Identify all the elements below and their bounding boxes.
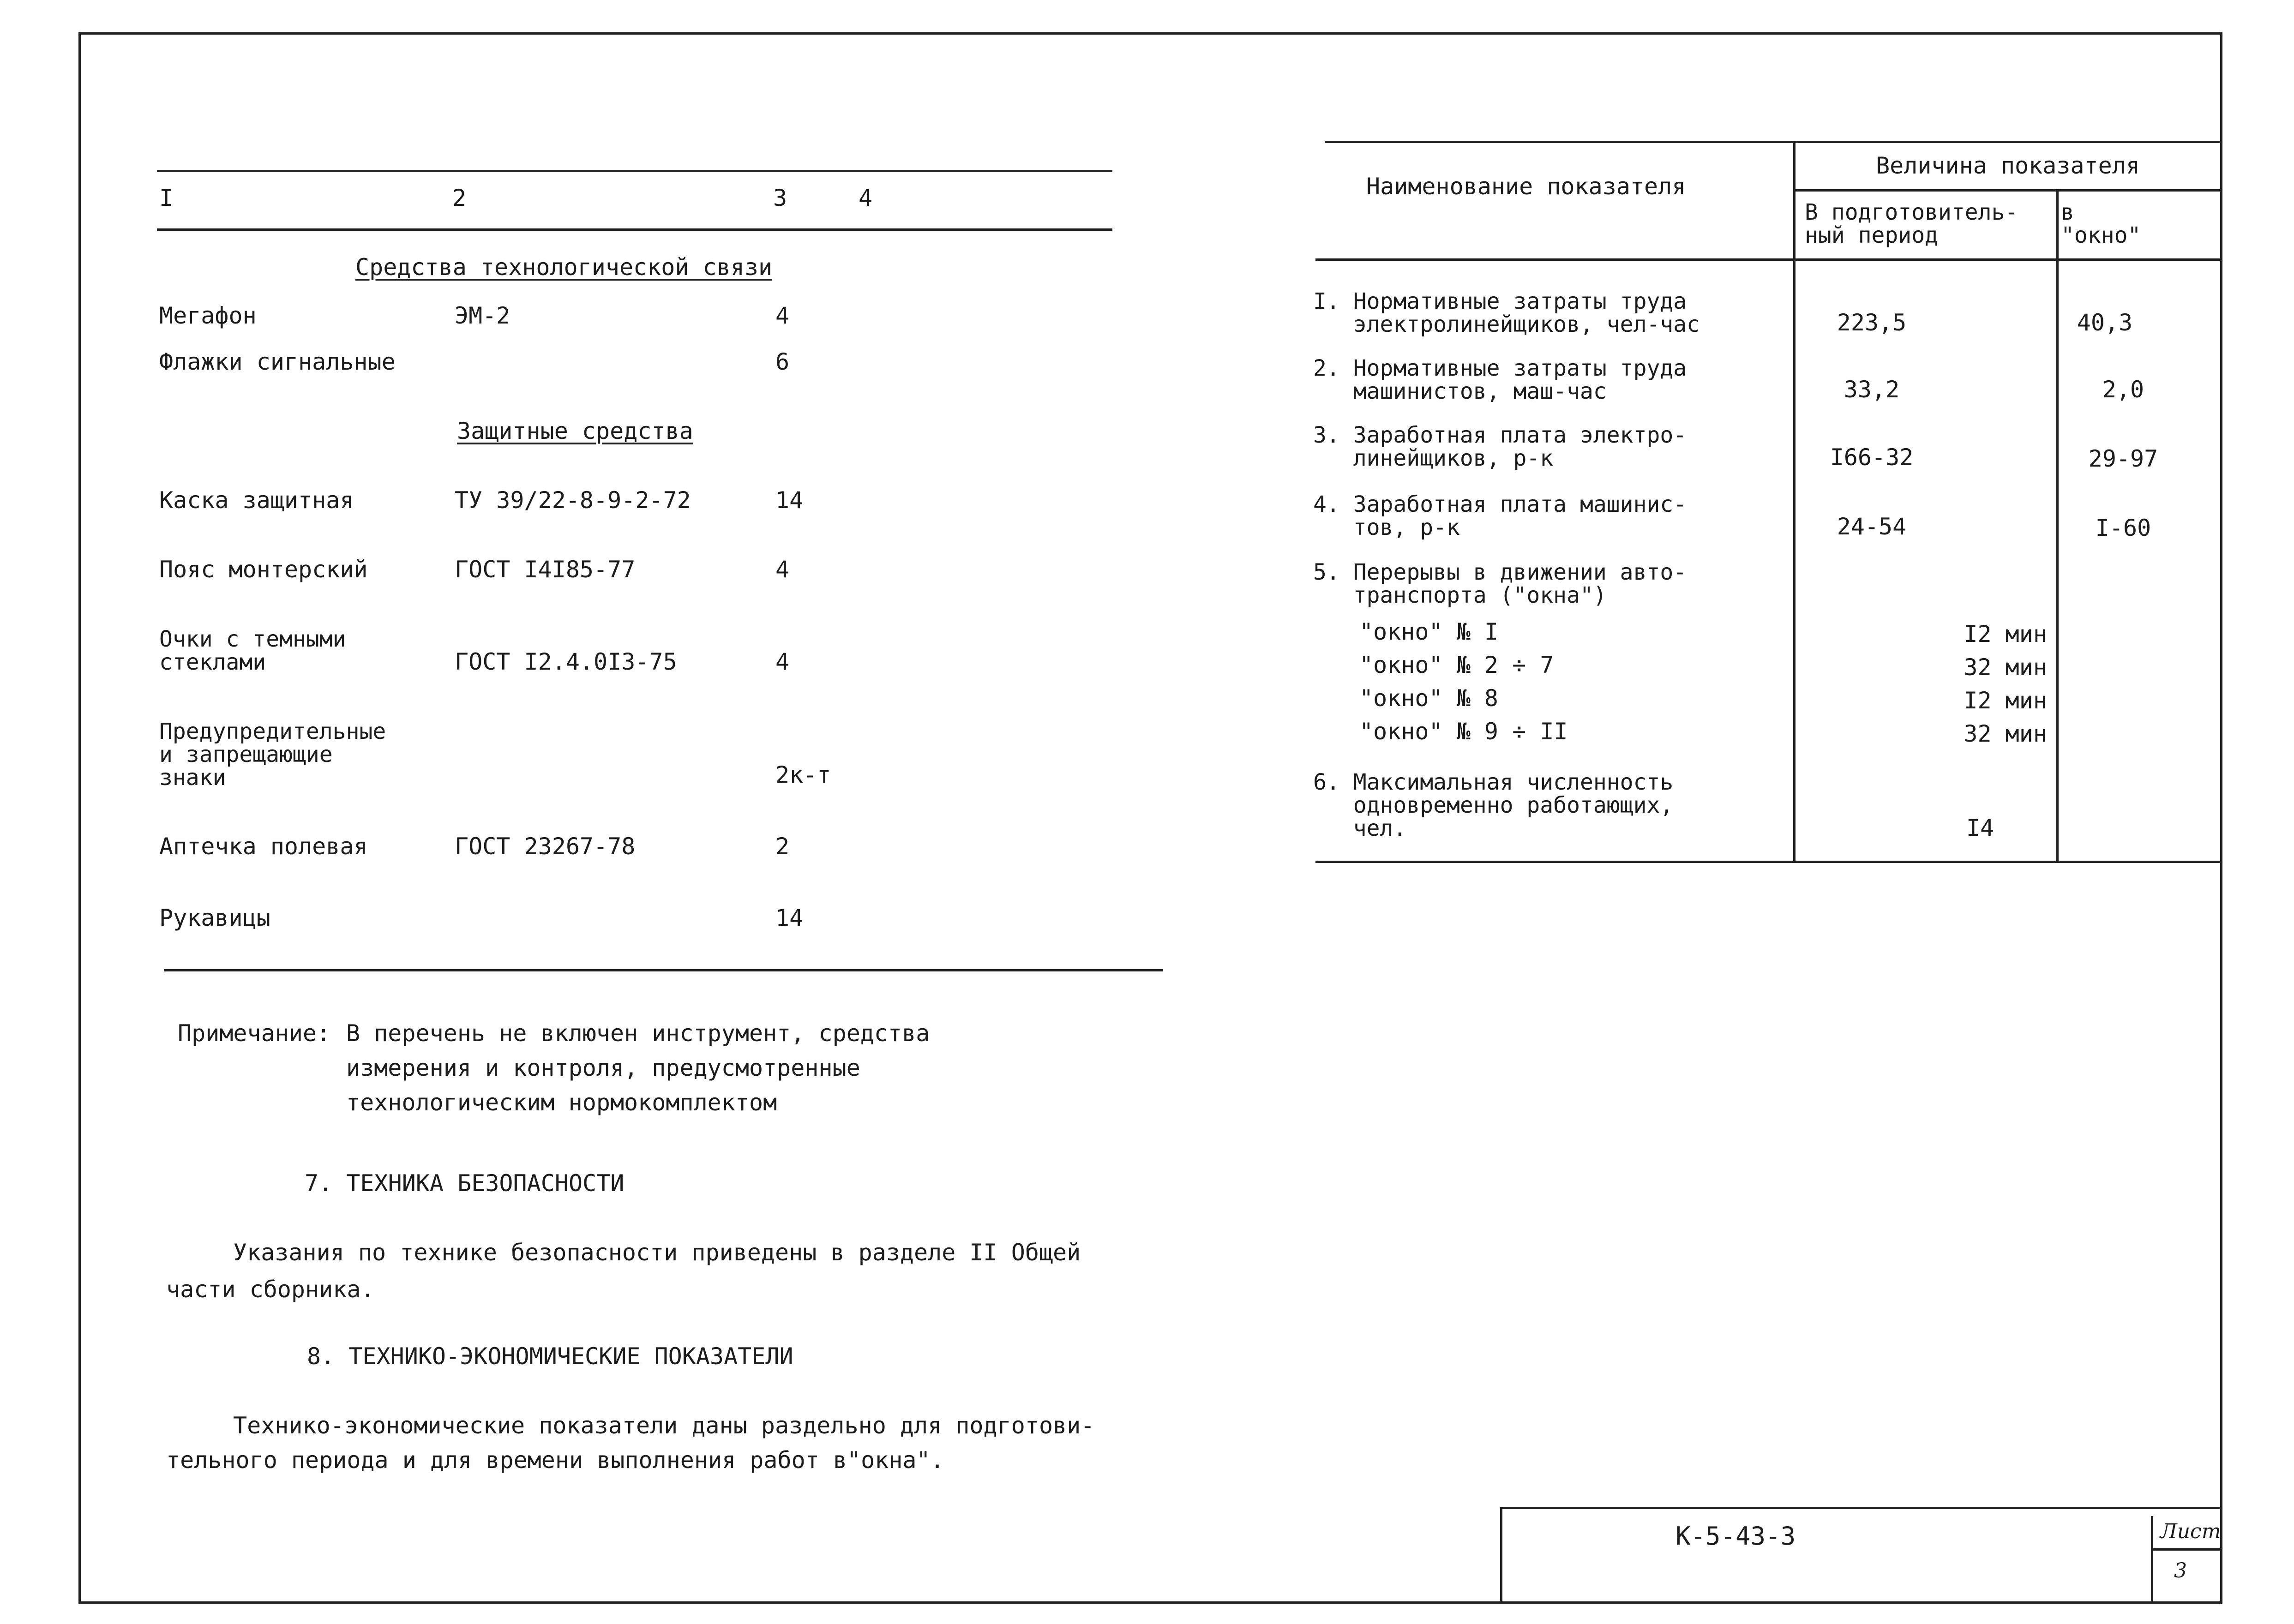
indicator-prep: I4 [1966, 815, 1994, 841]
item-qty: 14 [775, 487, 804, 514]
indicator-name: I. Нормативные затраты труда электролинейщиков, чел-час [1313, 288, 1700, 337]
window-duration: I2 мин [1964, 687, 2047, 714]
indicator-name: 4. Заработная плата машинис- тов, р-к [1313, 491, 1687, 540]
sheet-number: 3 [2174, 1559, 2187, 1582]
body-line: Указания по технике безопасности приведены в разделе II Общей [233, 1239, 1081, 1266]
body-line: части сборника. [166, 1276, 375, 1303]
window-duration: 32 мин [1964, 654, 2047, 681]
window-label: "окно" № 2 ÷ 7 [1359, 652, 1554, 678]
indicator-name: 6. Максимальная численность одновременно работающих, чел. [1313, 769, 1674, 841]
window-duration: I2 мин [1964, 621, 2047, 647]
section-title-protective: Защитные средства [457, 418, 693, 444]
stamp-divider [2151, 1516, 2153, 1604]
item-name: Каска защитная [159, 487, 354, 514]
document-code: К-5-43-3 [1675, 1522, 1796, 1551]
item-name: Рукавицы [159, 905, 270, 931]
item-qty: 2к-т [775, 761, 831, 788]
item-qty: 14 [775, 905, 804, 931]
stamp-left-rule [1500, 1507, 1502, 1604]
stamp-sheet-rule [2151, 1548, 2222, 1551]
col-header-3: 3 [773, 185, 787, 211]
item-name: Аптечка полевая [159, 833, 368, 860]
item-name: Мегафон [159, 302, 257, 329]
item-spec: ЭМ-2 [455, 302, 510, 329]
header-bottom-rule [1315, 258, 2222, 261]
body-line: Технико-экономические показатели даны раздельно для подготови- [233, 1412, 1095, 1439]
item-name: Пояс монтерский [159, 556, 368, 583]
indicator-name: 2. Нормативные затраты труда машинистов, маш-час [1313, 355, 1687, 404]
item-spec: ГОСТ 23267-78 [455, 833, 636, 860]
col-header-1: I [159, 185, 174, 211]
item-spec: ГОСТ I2.4.0I3-75 [455, 648, 677, 675]
col-header-2: 2 [452, 185, 467, 211]
note-line: В перечень не включен инструмент, средства [346, 1020, 930, 1047]
table-bottom-rule [1315, 861, 2222, 863]
item-qty: 2 [775, 833, 790, 860]
item-qty: 4 [775, 302, 790, 329]
body-line: тельного периода и для времени выполнения работ в"окна". [166, 1447, 944, 1474]
item-spec: ТУ 39/22-8-9-2-72 [455, 487, 691, 514]
indicator-name: 3. Заработная плата электро- линейщиков, р-к [1313, 422, 1687, 471]
item-qty: 4 [775, 556, 790, 583]
window-label: "окно" № 9 ÷ II [1359, 718, 1568, 745]
window-label: "окно" № I [1359, 618, 1499, 645]
group-divider-rule [1793, 189, 2222, 192]
indicator-window: 2,0 [2102, 376, 2144, 403]
item-name: Очки с темными стеклами [159, 626, 346, 675]
indicator-prep: I66-32 [1830, 444, 1914, 471]
note-line: технологическим нормокомплектом [346, 1089, 777, 1116]
note-line: измерения и контроля, предусмотренные [346, 1055, 860, 1081]
section-heading: 7. ТЕХНИКА БЕЗОПАСНОСТИ [305, 1170, 625, 1197]
header-bottom-rule [157, 228, 1112, 231]
indicator-name: 5. Перерывы в движении авто- транспорта ("окна") [1313, 559, 1687, 608]
table-top-rule [157, 170, 1112, 172]
table-top-rule [1325, 141, 2222, 143]
indicator-window: 29-97 [2088, 445, 2158, 472]
item-spec: ГОСТ I4I85-77 [455, 556, 636, 583]
header-window: в "окно" [2061, 199, 2141, 248]
table-bottom-rule [164, 969, 1163, 971]
item-qty: 4 [775, 648, 790, 675]
item-name: Предупредительные и запрещающие знаки [159, 719, 386, 791]
window-duration: 32 мин [1964, 720, 2047, 747]
section-heading: 8. ТЕХНИКО-ЭКОНОМИЧЕСКИЕ ПОКАЗАТЕЛИ [307, 1343, 793, 1370]
header-indicator-value: Величина показателя [1876, 152, 2140, 179]
indicator-prep: 33,2 [1844, 376, 1900, 403]
item-qty: 6 [775, 348, 790, 375]
header-indicator-name: Наименование показателя [1366, 173, 1686, 200]
col-header-4: 4 [859, 185, 873, 211]
header-prep-period: В подготовитель- ный период [1805, 199, 2018, 248]
indicator-prep: 24-54 [1837, 513, 1907, 540]
indicator-prep: 223,5 [1837, 309, 1907, 336]
item-name: Флажки сигнальные [159, 348, 396, 375]
indicator-window: I-60 [2095, 515, 2151, 541]
indicator-window: 40,3 [2077, 309, 2133, 336]
stamp-top-rule [1500, 1507, 2222, 1509]
sheet-label: Лист [2160, 1520, 2221, 1543]
column-divider [1793, 141, 1796, 861]
note-label: Примечание: [178, 1020, 331, 1047]
window-label: "окно" № 8 [1359, 685, 1499, 712]
section-title-communication: Средства технологической связи [355, 254, 773, 281]
